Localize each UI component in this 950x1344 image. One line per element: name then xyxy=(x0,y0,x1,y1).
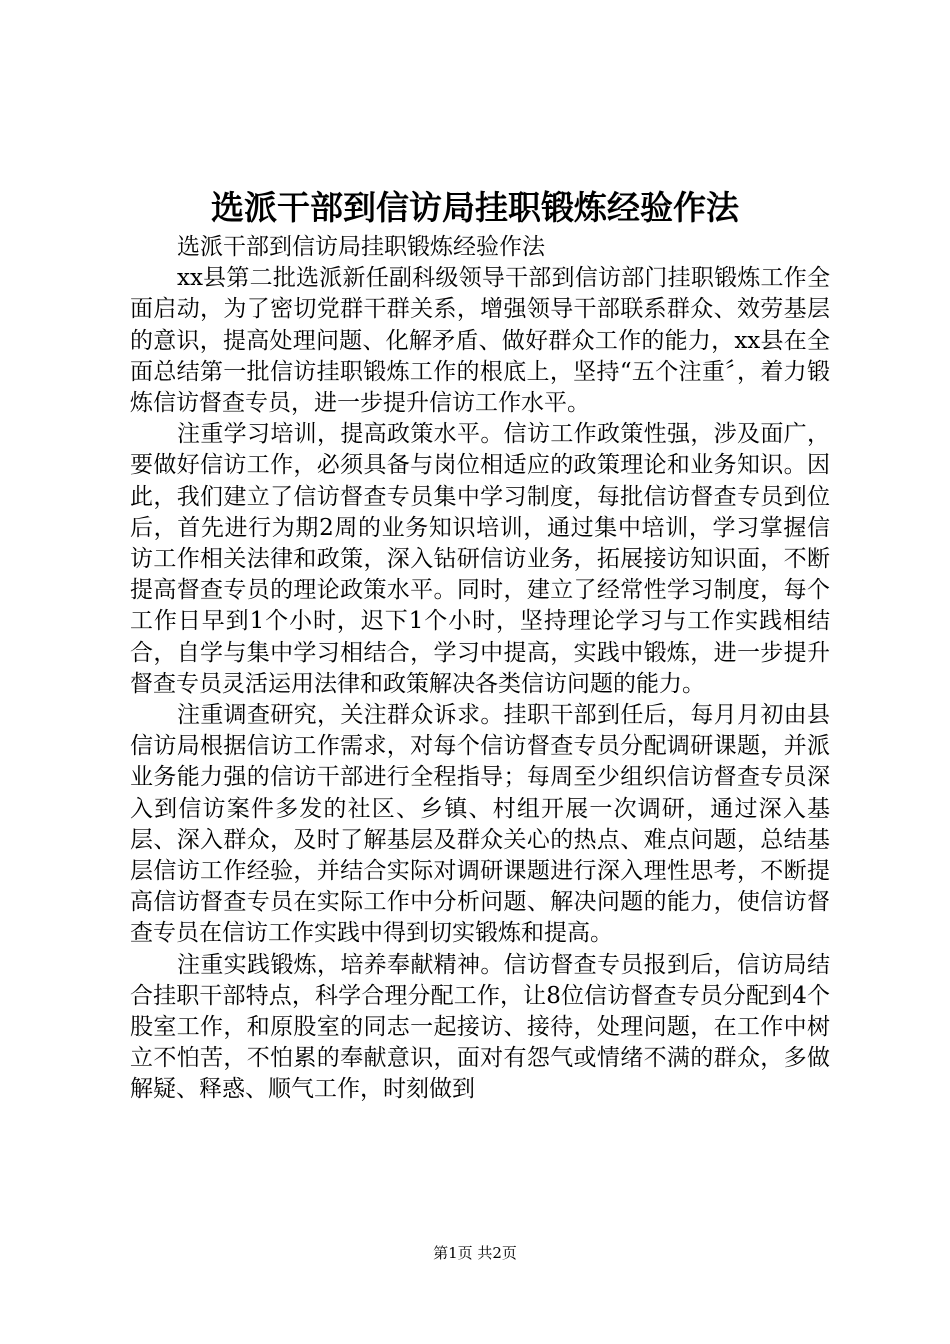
paragraph-intro: xx县第二批选派新任副科级领导干部到信访部门挂职锻炼工作全面启动，为了密切党群干群关系，增强领导干部联系群众、效劳基层的意识，提高处理问题、化解矛盾、做好群众工作的能力，xx县在全面总结第一批信访挂职锻炼工作的根底上，坚持“五个注重〞，着力锻炼信访督查专员，进一步提升信访工作水平。 xyxy=(130,265,830,417)
paragraph-study-training: 注重学习培训，提高政策水平。信访工作政策性强，涉及面广，要做好信访工作，必须具备与岗位相适应的政策理论和业务知识。因此，我们建立了信访督查专员集中学习制度，每批信访督查专员到位后，首先进行为期2周的业务知识培训，通过集中培训，学习掌握信访工作相关法律和政策，深入钻研信访业务，拓展接访知识面，不断提高督查专员的理论政策水平。同时，建立了经常性学习制度，每个工作日早到1个小时，迟下1个小时，坚持理论学习与工作实践相结合，自学与集中学习相结合，学习中提高，实践中锻炼，进一步提升督查专员灵活运用法律和政策解决各类信访问题的能力。 xyxy=(130,421,830,697)
document-title: 选派干部到信访局挂职锻炼经验作法 xyxy=(211,188,739,227)
paragraph-investigation: 注重调查研究，关注群众诉求。挂职干部到任后，每月月初由县信访局根据信访工作需求，对每个信访督查专员分配调研课题，并派业务能力强的信访干部进行全程指导；每周至少组织信访督查专员深入到信访案件多发的社区、乡镇、村组开展一次调研，通过深入基层、深入群众，及时了解基层及群众关心的热点、难点问题，总结基层信访工作经验，并结合实际对调研课题进行深入理性思考，不断提高信访督查专员在实际工作中分析问题、解决问题的能力，使信访督查专员在信访工作实践中得到切实锻炼和提高。 xyxy=(130,702,830,947)
paragraph-practice: 注重实践锻炼，培养奉献精神。信访督查专员报到后，信访局结合挂职干部特点，科学合理分配工作，让8位信访督查专员分配到4个股室工作，和原股室的同志一起接访、接待，处理问题，在工作中树立不怕苦，不怕累的奉献意识，面对有怨气或情绪不满的群众，多做解疑、释惑、顺气工作，时刻做到 xyxy=(130,951,830,1103)
document-body xyxy=(130,232,830,1106)
page-footer: 第1页 共2页 xyxy=(433,1244,517,1262)
paragraph-subtitle: 选派干部到信访局挂职锻炼经验作法 xyxy=(177,234,545,260)
